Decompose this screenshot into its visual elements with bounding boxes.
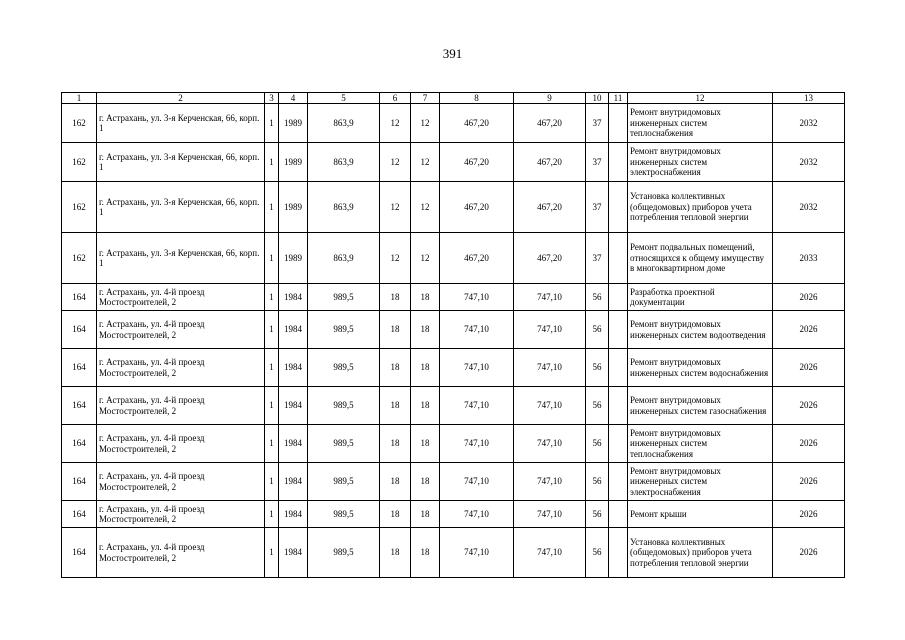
column-header: 13 — [773, 93, 845, 104]
cell-col-9: 747,10 — [514, 528, 586, 578]
cell-year: 1984 — [279, 501, 308, 528]
cell-area: 989,5 — [308, 528, 380, 578]
cell-work-type: Ремонт внутридомовых инженерных систем электроснабжения — [628, 143, 773, 182]
cell-period: 2033 — [773, 233, 845, 284]
cell-col-9: 747,10 — [514, 501, 586, 528]
cell-col-3: 1 — [265, 463, 279, 501]
cell-col-10: 37 — [586, 233, 609, 284]
cell-col-7: 18 — [411, 311, 440, 349]
cell-col-6: 18 — [380, 349, 411, 387]
table-row — [62, 387, 845, 425]
cell-col-6: 12 — [380, 182, 411, 233]
column-header: 2 — [97, 93, 265, 104]
cell-col-8: 747,10 — [440, 349, 514, 387]
column-header: 12 — [628, 93, 773, 104]
cell-col-6: 18 — [380, 425, 411, 463]
cell-address: г. Астрахань, ул. 3-я Керченская, 66, корп. 1 — [97, 143, 265, 182]
table-row — [62, 425, 845, 463]
cell-area: 989,5 — [308, 349, 380, 387]
cell-period: 2026 — [773, 528, 845, 578]
cell-col-11 — [609, 501, 628, 528]
cell-col-3: 1 — [265, 425, 279, 463]
page-number: 391 — [442, 46, 463, 61]
cell-period: 2032 — [773, 182, 845, 233]
cell-col-11 — [609, 233, 628, 284]
cell-col-9: 467,20 — [514, 104, 586, 143]
cell-period: 2026 — [773, 387, 845, 425]
cell-col-10: 37 — [586, 143, 609, 182]
cell-address: г. Астрахань, ул. 3-я Керченская, 66, корп. 1 — [97, 182, 265, 233]
cell-work-type: Ремонт внутридомовых инженерных систем теплоснабжения — [628, 425, 773, 463]
cell-col-7: 18 — [411, 528, 440, 578]
cell-col-9: 747,10 — [514, 387, 586, 425]
cell-work-type: Ремонт подвальных помещений, относящихся к общему имуществу в многоквартирном доме — [628, 233, 773, 284]
cell-row-number: 164 — [62, 387, 97, 425]
cell-area: 989,5 — [308, 284, 380, 311]
cell-col-10: 56 — [586, 463, 609, 501]
cell-address: г. Астрахань, ул. 4-й проезд Мостостроителей, 2 — [97, 284, 265, 311]
cell-col-11 — [609, 387, 628, 425]
cell-col-6: 18 — [380, 528, 411, 578]
cell-col-3: 1 — [265, 233, 279, 284]
cell-col-8: 467,20 — [440, 143, 514, 182]
cell-area: 989,5 — [308, 463, 380, 501]
cell-col-6: 12 — [380, 143, 411, 182]
cell-col-11 — [609, 104, 628, 143]
table-row — [62, 311, 845, 349]
cell-col-3: 1 — [265, 143, 279, 182]
cell-period: 2032 — [773, 143, 845, 182]
cell-col-11 — [609, 463, 628, 501]
cell-work-type: Установка коллективных (общедомовых) приборов учета потребления тепловой энергии — [628, 528, 773, 578]
cell-col-6: 12 — [380, 104, 411, 143]
table-row — [62, 284, 845, 311]
cell-col-11 — [609, 143, 628, 182]
column-header: 6 — [380, 93, 411, 104]
cell-year: 1989 — [279, 104, 308, 143]
cell-col-8: 467,20 — [440, 182, 514, 233]
cell-period: 2026 — [773, 463, 845, 501]
cell-col-7: 18 — [411, 463, 440, 501]
cell-period: 2026 — [773, 501, 845, 528]
column-header: 3 — [265, 93, 279, 104]
cell-year: 1989 — [279, 233, 308, 284]
cell-col-8: 747,10 — [440, 425, 514, 463]
cell-col-6: 18 — [380, 284, 411, 311]
cell-work-type: Ремонт внутридомовых инженерных систем газоснабжения — [628, 387, 773, 425]
cell-row-number: 162 — [62, 182, 97, 233]
cell-col-8: 467,20 — [440, 104, 514, 143]
column-header: 10 — [586, 93, 609, 104]
cell-col-10: 56 — [586, 311, 609, 349]
cell-area: 863,9 — [308, 143, 380, 182]
table-row — [62, 104, 845, 143]
cell-work-type: Ремонт внутридомовых инженерных систем водоснабжения — [628, 349, 773, 387]
cell-row-number: 162 — [62, 143, 97, 182]
cell-col-7: 12 — [411, 233, 440, 284]
cell-col-6: 18 — [380, 463, 411, 501]
cell-period: 2026 — [773, 311, 845, 349]
cell-col-10: 56 — [586, 349, 609, 387]
cell-col-10: 56 — [586, 501, 609, 528]
cell-col-10: 56 — [586, 528, 609, 578]
table-row — [62, 501, 845, 528]
cell-col-10: 56 — [586, 425, 609, 463]
cell-col-9: 747,10 — [514, 425, 586, 463]
cell-area: 989,5 — [308, 425, 380, 463]
cell-col-9: 747,10 — [514, 463, 586, 501]
cell-col-3: 1 — [265, 311, 279, 349]
cell-row-number: 162 — [62, 233, 97, 284]
column-header: 8 — [440, 93, 514, 104]
cell-col-10: 56 — [586, 284, 609, 311]
cell-col-7: 18 — [411, 349, 440, 387]
cell-address: г. Астрахань, ул. 4-й проезд Мостостроителей, 2 — [97, 311, 265, 349]
cell-col-3: 1 — [265, 284, 279, 311]
cell-col-9: 467,20 — [514, 233, 586, 284]
cell-col-9: 747,10 — [514, 349, 586, 387]
cell-area: 863,9 — [308, 233, 380, 284]
cell-period: 2032 — [773, 104, 845, 143]
cell-row-number: 164 — [62, 528, 97, 578]
cell-address: г. Астрахань, ул. 4-й проезд Мостостроителей, 2 — [97, 501, 265, 528]
cell-col-8: 747,10 — [440, 528, 514, 578]
cell-col-8: 467,20 — [440, 233, 514, 284]
cell-col-9: 467,20 — [514, 182, 586, 233]
cell-col-6: 12 — [380, 233, 411, 284]
cell-work-type: Ремонт внутридомовых инженерных систем электроснабжения — [628, 463, 773, 501]
cell-row-number: 164 — [62, 311, 97, 349]
column-header: 4 — [279, 93, 308, 104]
cell-col-8: 747,10 — [440, 501, 514, 528]
cell-year: 1984 — [279, 387, 308, 425]
cell-col-8: 747,10 — [440, 387, 514, 425]
cell-col-3: 1 — [265, 528, 279, 578]
column-header: 7 — [411, 93, 440, 104]
column-header: 1 — [62, 93, 97, 104]
column-header: 9 — [514, 93, 586, 104]
cell-col-7: 18 — [411, 501, 440, 528]
cell-col-7: 18 — [411, 387, 440, 425]
cell-col-11 — [609, 311, 628, 349]
cell-address: г. Астрахань, ул. 4-й проезд Мостостроителей, 2 — [97, 463, 265, 501]
cell-col-7: 12 — [411, 143, 440, 182]
table-row — [62, 349, 845, 387]
cell-year: 1984 — [279, 463, 308, 501]
cell-year: 1984 — [279, 528, 308, 578]
cell-row-number: 164 — [62, 425, 97, 463]
cell-year: 1989 — [279, 143, 308, 182]
table-row — [62, 463, 845, 501]
cell-area: 863,9 — [308, 182, 380, 233]
cell-row-number: 164 — [62, 349, 97, 387]
cell-period: 2026 — [773, 284, 845, 311]
cell-address: г. Астрахань, ул. 4-й проезд Мостостроителей, 2 — [97, 425, 265, 463]
cell-col-3: 1 — [265, 501, 279, 528]
cell-col-11 — [609, 349, 628, 387]
cell-col-11 — [609, 182, 628, 233]
table-row — [62, 182, 845, 233]
cell-year: 1984 — [279, 284, 308, 311]
table-row — [62, 528, 845, 578]
cell-area: 989,5 — [308, 311, 380, 349]
cell-address: г. Астрахань, ул. 4-й проезд Мостостроителей, 2 — [97, 349, 265, 387]
cell-area: 989,5 — [308, 501, 380, 528]
cell-work-type: Ремонт крыши — [628, 501, 773, 528]
cell-col-6: 18 — [380, 311, 411, 349]
cell-work-type: Разработка проектной документации — [628, 284, 773, 311]
cell-col-6: 18 — [380, 501, 411, 528]
cell-row-number: 164 — [62, 501, 97, 528]
cell-period: 2026 — [773, 349, 845, 387]
cell-year: 1989 — [279, 182, 308, 233]
cell-col-10: 56 — [586, 387, 609, 425]
cell-col-8: 747,10 — [440, 463, 514, 501]
cell-address: г. Астрахань, ул. 3-я Керченская, 66, корп. 1 — [97, 104, 265, 143]
cell-work-type: Ремонт внутридомовых инженерных систем водоотведения — [628, 311, 773, 349]
cell-work-type: Установка коллективных (общедомовых) приборов учета потребления тепловой энергии — [628, 182, 773, 233]
cell-col-11 — [609, 528, 628, 578]
cell-col-8: 747,10 — [440, 311, 514, 349]
cell-col-7: 18 — [411, 425, 440, 463]
cell-area: 863,9 — [308, 104, 380, 143]
table-row — [62, 143, 845, 182]
cell-col-3: 1 — [265, 182, 279, 233]
cell-col-11 — [609, 425, 628, 463]
cell-area: 989,5 — [308, 387, 380, 425]
cell-col-7: 18 — [411, 284, 440, 311]
cell-col-3: 1 — [265, 387, 279, 425]
registry-table — [61, 92, 845, 578]
cell-col-3: 1 — [265, 349, 279, 387]
column-header: 5 — [308, 93, 380, 104]
table-row — [62, 233, 845, 284]
cell-period: 2026 — [773, 425, 845, 463]
cell-col-9: 747,10 — [514, 284, 586, 311]
cell-year: 1984 — [279, 311, 308, 349]
cell-col-7: 12 — [411, 182, 440, 233]
cell-col-11 — [609, 284, 628, 311]
cell-address: г. Астрахань, ул. 4-й проезд Мостостроителей, 2 — [97, 387, 265, 425]
cell-year: 1984 — [279, 349, 308, 387]
cell-col-9: 467,20 — [514, 143, 586, 182]
cell-col-9: 747,10 — [514, 311, 586, 349]
cell-col-6: 18 — [380, 387, 411, 425]
cell-address: г. Астрахань, ул. 3-я Керченская, 66, корп. 1 — [97, 233, 265, 284]
cell-col-10: 37 — [586, 104, 609, 143]
cell-row-number: 162 — [62, 104, 97, 143]
cell-col-10: 37 — [586, 182, 609, 233]
cell-row-number: 164 — [62, 284, 97, 311]
header-row — [62, 93, 845, 104]
cell-work-type: Ремонт внутридомовых инженерных систем теплоснабжения — [628, 104, 773, 143]
cell-row-number: 164 — [62, 463, 97, 501]
cell-col-3: 1 — [265, 104, 279, 143]
registry-body — [62, 104, 845, 578]
cell-col-8: 747,10 — [440, 284, 514, 311]
cell-address: г. Астрахань, ул. 4-й проезд Мостостроителей, 2 — [97, 528, 265, 578]
cell-col-7: 12 — [411, 104, 440, 143]
cell-year: 1984 — [279, 425, 308, 463]
column-header: 11 — [609, 93, 628, 104]
